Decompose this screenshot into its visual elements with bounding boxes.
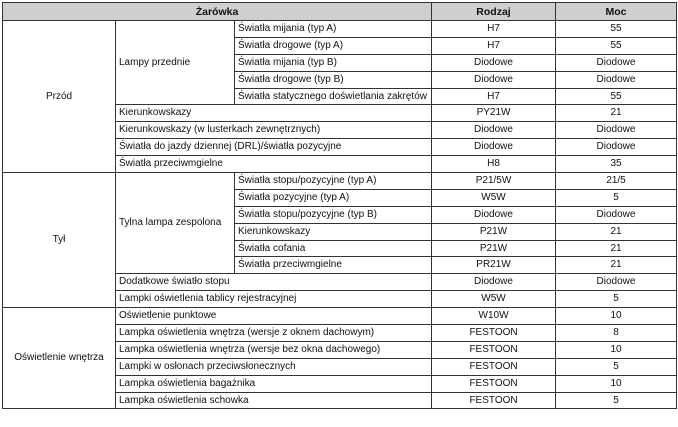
row-power: 21/5 [556,173,677,190]
row-label: Lampka oświetlenia bagażnika [116,375,432,392]
row-power: 5 [556,189,677,206]
header-power: Moc [556,3,677,21]
row-type: FESTOON [432,341,556,358]
header-bulb: Żarówka [3,3,432,21]
row-power: 35 [556,156,677,173]
row-power: Diodowe [556,206,677,223]
row-power: 5 [556,392,677,409]
subgroup-tail-lamp: Tylna lampa zespolona [116,173,235,274]
row-power: 5 [556,358,677,375]
subgroup-headlamps: Lampy przednie [116,21,235,105]
row-type: Diodowe [432,139,556,156]
row-type: PR21W [432,257,556,274]
row-type: P21W [432,223,556,240]
row-type: Diodowe [432,71,556,88]
row-power: 55 [556,21,677,38]
row-type: W10W [432,308,556,325]
table-row [3,308,677,325]
row-power: Diodowe [556,54,677,71]
row-label: Światła cofania [235,240,432,257]
row-label: Dodatkowe światło stopu [116,274,432,291]
row-power: 10 [556,375,677,392]
row-type: Diodowe [432,274,556,291]
row-type: Diodowe [432,122,556,139]
bulb-table [2,2,677,409]
row-power: 21 [556,240,677,257]
row-label: Światła statycznego doświetlania zakrętów [235,88,432,105]
row-type: P21W [432,240,556,257]
row-label: Kierunkowskazy [116,105,432,122]
row-power: 55 [556,37,677,54]
row-label: Światła mijania (typ A) [235,21,432,38]
row-power: 55 [556,88,677,105]
row-label: Kierunkowskazy [235,223,432,240]
row-label: Lampki oświetlenia tablicy rejestracyjnej [116,291,432,308]
row-label: Lampki w osłonach przeciwsłonecznych [116,358,432,375]
row-type: H7 [432,21,556,38]
row-type: H7 [432,88,556,105]
row-type: FESTOON [432,375,556,392]
row-label: Światła drogowe (typ A) [235,37,432,54]
row-type: FESTOON [432,325,556,342]
row-type: PY21W [432,105,556,122]
row-label: Światła przeciwmgielne [116,156,432,173]
row-power: 21 [556,223,677,240]
table-row [3,173,677,190]
row-label: Oświetlenie punktowe [116,308,432,325]
row-label: Światła pozycyjne (typ A) [235,189,432,206]
group-rear: Tył [3,173,116,308]
row-label: Światła do jazdy dziennej (DRL)/światła pozycyjne [116,139,432,156]
row-label: Światła stopu/pozycyjne (typ B) [235,206,432,223]
row-type: H8 [432,156,556,173]
row-power: Diodowe [556,122,677,139]
row-label: Światła drogowe (typ B) [235,71,432,88]
row-type: H7 [432,37,556,54]
header-type: Rodzaj [432,3,556,21]
row-label: Lampka oświetlenia schowka [116,392,432,409]
group-front: Przód [3,21,116,173]
row-type: P21/5W [432,173,556,190]
header-row [3,3,677,21]
row-label: Światła przeciwmgielne [235,257,432,274]
row-label: Lampka oświetlenia wnętrza (wersje z oknem dachowym) [116,325,432,342]
row-power: 8 [556,325,677,342]
row-type: W5W [432,189,556,206]
group-interior: Oświetlenie wnętrza [3,308,116,409]
row-label: Lampka oświetlenia wnętrza (wersje bez okna dachowego) [116,341,432,358]
table-row [3,21,677,38]
row-power: 21 [556,257,677,274]
row-power: Diodowe [556,274,677,291]
row-type: FESTOON [432,392,556,409]
row-type: W5W [432,291,556,308]
row-power: 10 [556,308,677,325]
row-type: Diodowe [432,206,556,223]
row-power: Diodowe [556,71,677,88]
row-power: 5 [556,291,677,308]
row-label: Światła stopu/pozycyjne (typ A) [235,173,432,190]
row-type: FESTOON [432,358,556,375]
row-label: Światła mijania (typ B) [235,54,432,71]
row-power: 10 [556,341,677,358]
row-type: Diodowe [432,54,556,71]
row-power: 21 [556,105,677,122]
row-power: Diodowe [556,139,677,156]
row-label: Kierunkowskazy (w lusterkach zewnętrznych) [116,122,432,139]
